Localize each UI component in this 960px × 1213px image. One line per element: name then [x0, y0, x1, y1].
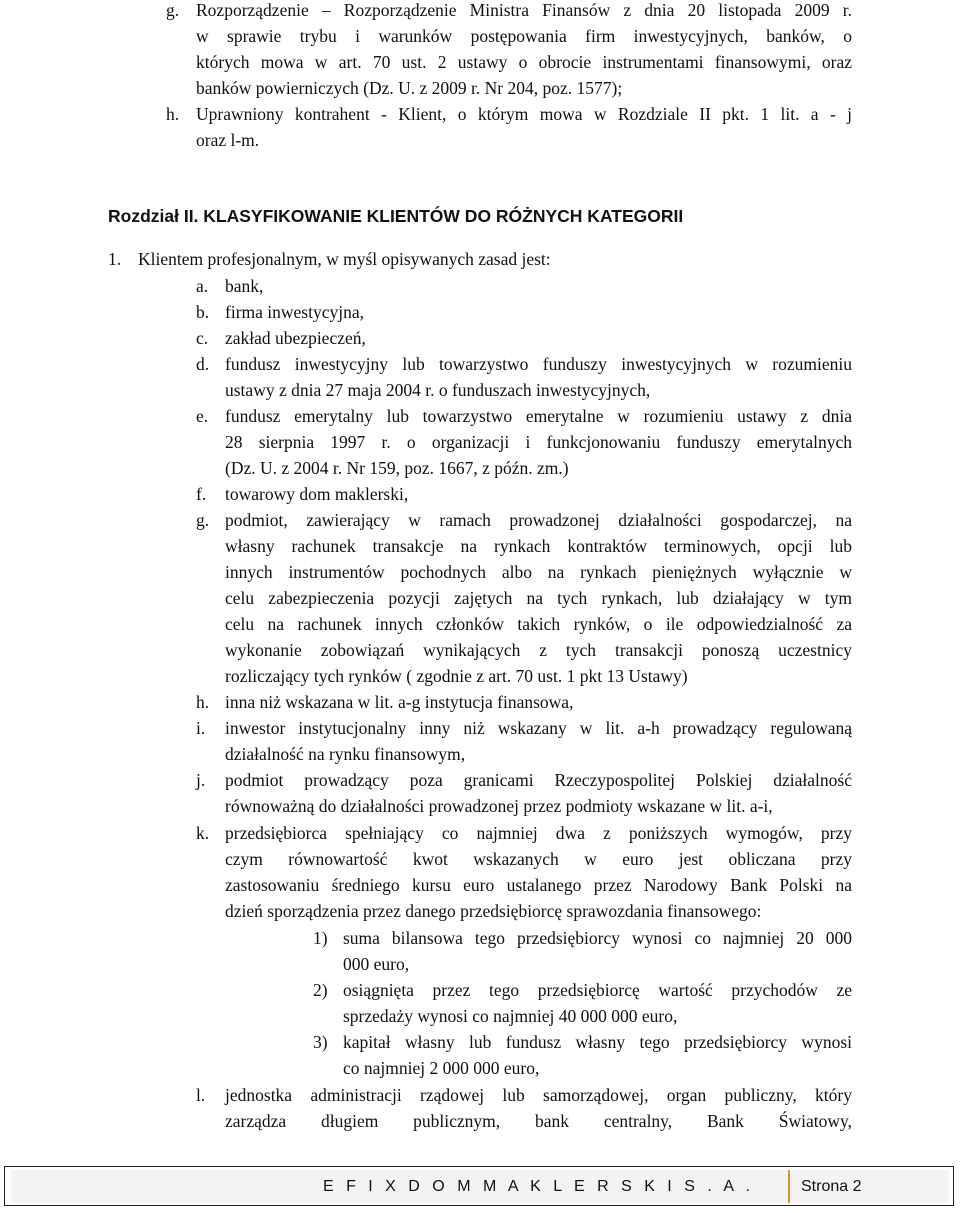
footer-company-name: E F I X D O M M A K L E R S K I S . A . — [322, 1178, 754, 1195]
item-text-g: celu zabezpieczenia pozycji zajętych na tych rynkach, lub działający w tym — [225, 588, 852, 608]
item-text-g: innych instrumentów pochodnych albo na rynkach pieniężnych wyłącznie w — [225, 562, 852, 582]
item-text-c: zakład ubezpieczeń, — [225, 328, 366, 348]
item-text-e: 28 sierpnia 1997 r. o organizacji i funkcjonowaniu funduszy emerytalnych — [225, 432, 852, 452]
item-marker-d: d. — [196, 354, 210, 374]
footer-page-number: Strona 2 — [801, 1178, 862, 1195]
item-text-h: inna niż wskazana w lit. a-g instytucja finansowa, — [225, 692, 574, 712]
item-marker-l: l. — [196, 1085, 206, 1105]
item-text-d: fundusz inwestycyjny lub towarzystwo funduszy inwestycyjnych w rozumieniu — [225, 354, 852, 374]
item-text-i: inwestor instytucjonalny inny niż wskazany w lit. a-h prowadzący regulowaną — [225, 718, 852, 738]
item-text-i: działalność na rynku finansowym, — [225, 744, 466, 764]
item-text-a: bank, — [225, 276, 264, 296]
point-text-1: Klientem profesjonalnym, w myśl opisywanych zasad jest: — [138, 249, 551, 269]
item-marker-g: g. — [196, 510, 210, 530]
item-marker-c: c. — [196, 328, 209, 348]
list-line: których mowa w art. 70 ust. 2 ustawy o obrocie instrumentami finansowymi, oraz — [196, 52, 852, 72]
subitem-text-1: 000 euro, — [343, 954, 410, 974]
subitem-marker-2: 2) — [313, 980, 328, 1000]
item-text-l: zarządza długiem publicznym, bank centralny, Bank Światowy, — [225, 1111, 852, 1131]
list-line: Rozporządzenie – Rozporządzenie Ministra Finansów z dnia 20 listopada 2009 r. — [196, 0, 852, 20]
footer-separator — [788, 1170, 790, 1203]
subitem-text-3: co najmniej 2 000 000 euro, — [343, 1058, 540, 1078]
item-marker-f: f. — [196, 484, 207, 504]
list-line: Uprawniony kontrahent - Klient, o którym mowa w Rozdziale II pkt. 1 lit. a - j — [196, 104, 852, 124]
item-text-d: ustawy z dnia 27 maja 2004 r. o funduszach inwestycyjnych, — [225, 380, 651, 400]
item-text-e: (Dz. U. z 2004 r. Nr 159, poz. 1667, z późn. zm.) — [225, 458, 569, 478]
list-line: oraz l-m. — [196, 130, 260, 150]
point-marker-1: 1. — [108, 249, 122, 269]
item-marker-h: h. — [196, 692, 210, 712]
item-text-k: czym równowartość kwot wskazanych w euro jest obliczana przy — [225, 849, 852, 869]
item-text-j: równoważną do działalności prowadzonej przez podmioty wskazane w lit. a-i, — [225, 796, 773, 816]
item-text-f: towarowy dom maklerski, — [225, 484, 409, 504]
item-text-b: firma inwestycyjna, — [225, 302, 364, 322]
item-text-g: rozliczający tych rynków ( zgodnie z art. 70 ust. 1 pkt 13 Ustawy) — [225, 666, 688, 686]
item-marker-b: b. — [196, 302, 210, 322]
item-marker-i: i. — [196, 718, 206, 738]
section-heading: Rozdział II. KLASYFIKOWANIE KLIENTÓW DO RÓŻNYCH KATEGORII — [108, 206, 684, 226]
subitem-marker-1: 1) — [313, 928, 328, 948]
item-text-j: podmiot prowadzący poza granicami Rzeczypospolitej Polskiej działalność — [225, 770, 852, 790]
item-text-k: przedsiębiorca spełniający co najmniej dwa z poniższych wymogów, przy — [225, 823, 852, 843]
item-text-g: własny rachunek transakcje na rynkach kontraktów terminowych, opcji lub — [225, 536, 852, 556]
subitem-text-3: kapitał własny lub fundusz własny tego przedsiębiorcy wynosi — [343, 1032, 852, 1052]
item-text-k: dzień sporządzenia przez danego przedsiębiorcę sprawozdania finansowego: — [225, 901, 762, 921]
item-text-k: zastosowaniu średniego kursu euro ustalanego przez Narodowy Bank Polski na — [225, 875, 852, 895]
list-marker-g-top: g. — [166, 0, 180, 20]
item-text-e: fundusz emerytalny lub towarzystwo emerytalne w rozumieniu ustawy z dnia — [225, 406, 852, 426]
item-marker-j: j. — [196, 770, 206, 790]
subitem-text-1: suma bilansowa tego przedsiębiorcy wynosi co najmniej 20 000 — [343, 928, 852, 948]
item-marker-k: k. — [196, 823, 210, 843]
page-footer — [4, 1166, 954, 1206]
list-marker-h-top: h. — [166, 104, 180, 124]
subitem-marker-3: 3) — [313, 1032, 328, 1052]
item-text-l: jednostka administracji rządowej lub samorządowej, organ publiczny, który — [225, 1085, 852, 1105]
subitem-text-2: osiągnięta przez tego przedsiębiorcę wartość przychodów ze — [343, 980, 852, 1000]
item-text-g: podmiot, zawierający w ramach prowadzonej działalności gospodarczej, na — [225, 510, 852, 530]
item-text-g: celu na rachunek innych członków takich rynków, o ile odpowiedzialność za — [225, 614, 852, 634]
item-text-g: wykonanie zobowiązań wynikających z tych transakcji ponoszą uczestnicy — [225, 640, 852, 660]
list-line: w sprawie trybu i warunków postępowania firm inwestycyjnych, banków, o — [196, 26, 852, 46]
item-marker-e: e. — [196, 406, 209, 426]
subitem-text-2: sprzedaży wynosi co najmniej 40 000 000 euro, — [343, 1006, 678, 1026]
item-marker-a: a. — [196, 276, 209, 296]
footer-band — [11, 1170, 949, 1203]
list-line: banków powierniczych (Dz. U. z 2009 r. Nr 204, poz. 1577); — [196, 78, 623, 98]
